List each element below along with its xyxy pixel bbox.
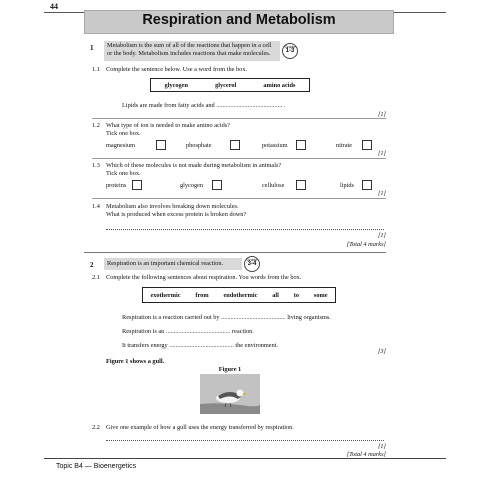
answer-line[interactable]: [106, 440, 384, 441]
question-prompt: Complete the sentence below. Use a word from the box.: [106, 66, 248, 73]
answer-sentence: Lipids are made from fatty acids and .......................................... .: [122, 102, 286, 109]
question-prompt: What type of ion is needed to make amino acids?: [106, 122, 230, 129]
word-option: all: [272, 291, 279, 299]
option-label: proteins: [106, 182, 127, 189]
option-label: phosphate: [186, 142, 212, 149]
question-prompt: Complete the following sentences about respiration. You words from the box.: [106, 274, 302, 281]
intro-line: Metabolism is the sum of all of the reactions that happen in a cell: [107, 42, 272, 49]
mark-allocation: [1]: [377, 111, 386, 118]
word-box: [142, 287, 336, 303]
word-option: glycogen: [164, 81, 188, 89]
tick-box[interactable]: [296, 140, 306, 150]
tick-box[interactable]: [230, 140, 240, 150]
question-intro: [104, 258, 242, 270]
grade-badge-label: Grade: [246, 257, 258, 262]
answer-line[interactable]: [106, 229, 384, 230]
question-separator: [84, 252, 386, 253]
total-marks: [Total 4 marks]: [346, 241, 386, 248]
figure-caption: Figure 1: [218, 366, 242, 373]
tick-instruction: Tick one box.: [106, 130, 141, 137]
subquestion-number: 2.2: [92, 424, 100, 431]
tick-box[interactable]: [212, 180, 222, 190]
tick-box[interactable]: [156, 140, 166, 150]
footer-rule: [44, 458, 446, 459]
intro-line: or the body. Metabolism includes reactions that make molecules.: [107, 50, 271, 57]
option-label: nitrate: [336, 142, 353, 149]
footer-topic: Topic B4 — Bioenergetics: [56, 463, 137, 470]
tick-box[interactable]: [132, 180, 142, 190]
figure-reference: Figure 1 shows a gull.: [106, 358, 165, 365]
total-marks: [Total 4 marks]: [346, 451, 386, 458]
mark-allocation: [1]: [377, 232, 386, 239]
mark-allocation: [1]: [377, 190, 386, 197]
grade-badge: [244, 256, 260, 272]
question-prompt: What is produced when excess protein is broken down?: [106, 211, 247, 218]
tick-box[interactable]: [362, 180, 372, 190]
question-number: 2: [90, 261, 94, 269]
divider: [92, 158, 386, 159]
page-title: Respiration and Metabolism: [142, 12, 336, 28]
option-label: lipids: [340, 182, 354, 189]
question-number: 1: [90, 44, 94, 52]
question-prompt: Metabolism also involves breaking down molecules.: [106, 203, 239, 210]
word-option: exothermic: [150, 291, 181, 299]
divider: [92, 198, 386, 199]
tick-instruction: Tick one box.: [106, 170, 141, 177]
subquestion-number: 2.1: [92, 274, 100, 281]
tick-box[interactable]: [296, 180, 306, 190]
word-option: glycerol: [215, 81, 237, 89]
gull-photo: [200, 374, 260, 414]
word-box: [150, 78, 310, 92]
option-label: cellulose: [262, 182, 285, 189]
gull-illustration: [200, 374, 260, 414]
option-label: glycogen: [180, 182, 204, 189]
subquestion-number: 1.1: [92, 66, 100, 73]
mark-allocation: [1]: [377, 150, 386, 157]
word-option: some: [313, 291, 328, 299]
mark-allocation: [1]: [377, 443, 386, 450]
question-intro: [104, 41, 280, 61]
grade-badge-value: 3-4: [247, 261, 257, 267]
option-label: magnesium: [106, 142, 136, 149]
page-number: 44: [50, 2, 58, 11]
grade-badge: [282, 43, 298, 59]
answer-sentence: Respiration is an ......................................... reaction.: [122, 328, 254, 335]
grade-badge-label: Grade: [284, 44, 296, 49]
option-label: potassium: [262, 142, 288, 149]
divider: [92, 118, 386, 119]
subquestion-number: 1.2: [92, 122, 100, 129]
subquestion-number: 1.4: [92, 203, 100, 210]
subquestion-number: 1.3: [92, 162, 100, 169]
word-option: from: [195, 291, 209, 299]
grade-badge-value: 1-3: [285, 48, 295, 54]
word-option: to: [293, 291, 300, 299]
answer-sentence: Respiration is a reaction carried out by ......................................... living organisms.: [122, 314, 331, 321]
question-prompt: Give one example of how a gull uses the energy transferred by respiration.: [106, 424, 294, 431]
word-option: amino acids: [263, 81, 296, 89]
word-option: endothermic: [223, 291, 258, 299]
tick-box[interactable]: [362, 140, 372, 150]
question-prompt: Which of these molecules is not made during metabolism in animals?: [106, 162, 282, 169]
mark-allocation: [3]: [377, 348, 386, 355]
answer-sentence: It transfers energy ......................................... the environment.: [122, 342, 279, 349]
intro-line: Respiration is an important chemical reaction.: [107, 260, 224, 267]
